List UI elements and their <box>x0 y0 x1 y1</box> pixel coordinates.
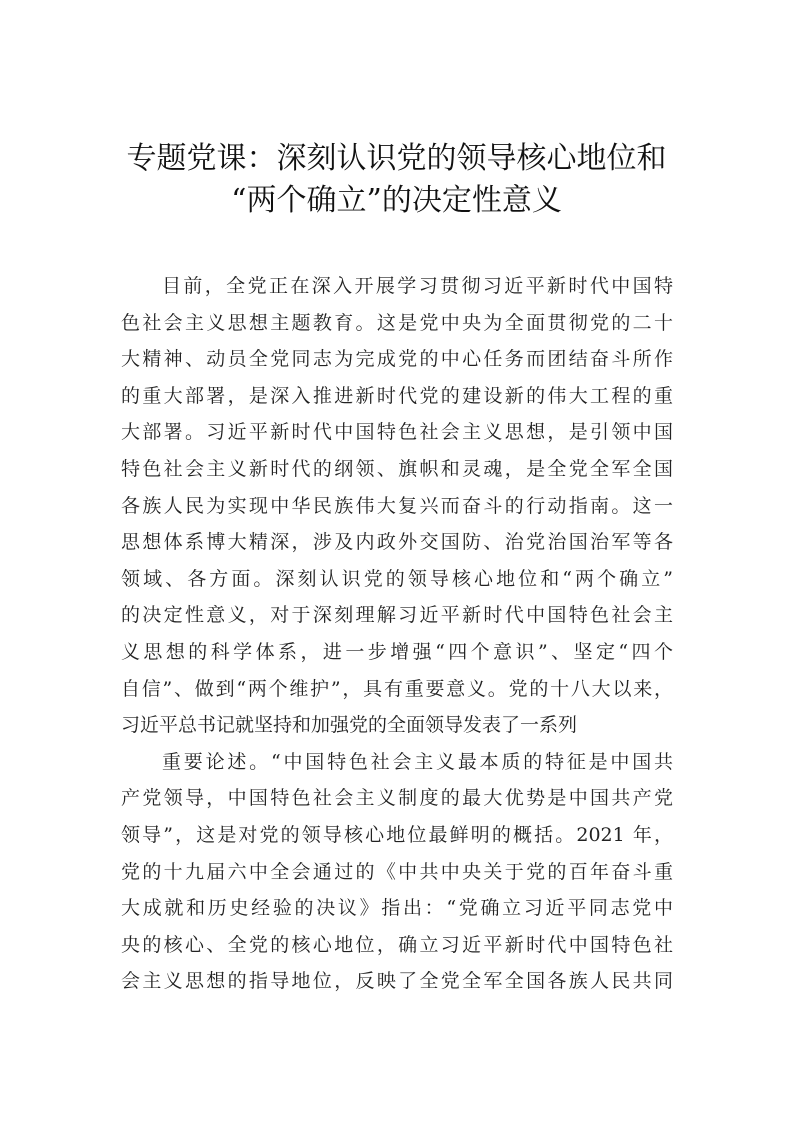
paragraph-1 <box>121 268 673 744</box>
text-line: 的决定性意义，对于深刻理解习近平新时代中国特色社会主 <box>121 604 673 627</box>
text-line: 央的核心、全党的核心地位，确立习近平新时代中国特色社 <box>121 933 673 956</box>
text-line: 大部署。习近平新时代中国特色社会主义思想，是引领中国 <box>121 421 673 444</box>
text-line: 思想体系博大精深，涉及内政外交国防、治党治国治军等各 <box>121 531 673 554</box>
title-line-1: 专题党课：深刻认识党的领导核心地位和 <box>126 141 667 176</box>
text-line: 大精神、动员全党同志为完成党的中心任务而团结奋斗所作 <box>121 348 673 371</box>
text-line: 目前，全党正在深入开展学习贯彻习近平新时代中国特 <box>162 275 673 297</box>
title-line-2: “两个确立”的决定性意义 <box>231 183 562 218</box>
text-line: 自信”、做到“两个维护”，具有重要意义。党的十八大以来， <box>121 677 673 700</box>
paragraph-2 <box>121 744 673 1000</box>
text-line: 的重大部署，是深入推进新时代党的建设新的伟大工程的重 <box>121 384 673 407</box>
document-body <box>121 268 673 1000</box>
text-line: 重要论述。“中国特色社会主义最本质的特征是中国共 <box>162 750 673 773</box>
text-line: 大成就和历史经验的决议》指出：“党确立习近平同志党中 <box>121 897 673 920</box>
text-line: 色社会主义思想主题教育。这是党中央为全面贯彻党的二十 <box>121 311 673 334</box>
text-line: 领域、各方面。深刻认识党的领导核心地位和“两个确立” <box>121 567 673 590</box>
text-line: 党的十九届六中全会通过的《中共中央关于党的百年奋斗重 <box>121 860 673 883</box>
document-title <box>100 138 693 222</box>
text-line: 会主义思想的指导地位，反映了全党全军全国各族人民共同 <box>121 970 673 993</box>
text-line: 特色社会主义新时代的纲领、旗帜和灵魂，是全党全军全国 <box>121 457 673 480</box>
text-line: 领导”，这是对党的领导核心地位最鲜明的概括。2021 年， <box>121 823 673 846</box>
text-line: 各族人民为实现中华民族伟大复兴而奋斗的行动指南。这一 <box>121 494 673 517</box>
text-line: 义思想的科学体系，进一步增强“四个意识”、坚定“四个 <box>121 640 673 663</box>
text-line: 产党领导，中国特色社会主义制度的最大优势是中国共产党 <box>121 787 673 810</box>
text-line: 习近平总书记就坚持和加强党的全面领导发表了一系列 <box>121 714 578 737</box>
